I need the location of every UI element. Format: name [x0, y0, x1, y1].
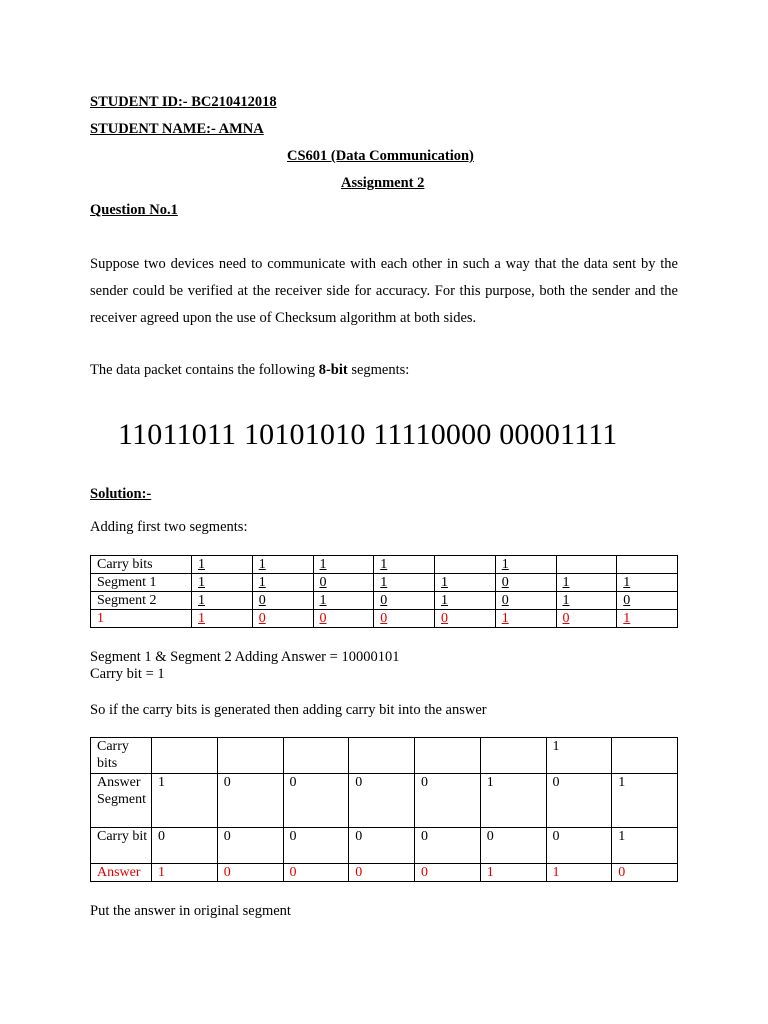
- table-cell: 1: [192, 610, 253, 628]
- table-cell: 1: [612, 774, 678, 828]
- table-cell: 0: [435, 610, 496, 628]
- table-cell: 1: [313, 592, 374, 610]
- row-label: Carry bits: [91, 738, 152, 774]
- row-label: Segment 1: [91, 574, 192, 592]
- table-row: [91, 864, 678, 882]
- table-cell: [556, 556, 617, 574]
- packet-suffix: segments:: [347, 362, 410, 378]
- table-row: [91, 774, 678, 828]
- table-cell: [152, 738, 218, 774]
- segments-display: 11011011 10101010 11110000 00001111: [118, 418, 618, 451]
- table-row: [91, 738, 678, 774]
- table-cell: 1: [617, 574, 678, 592]
- row-label: 1: [91, 610, 192, 628]
- table-cell: 0: [617, 592, 678, 610]
- table-cell: 0: [495, 592, 556, 610]
- table-cell: 0: [349, 774, 415, 828]
- table-cell: 0: [313, 610, 374, 628]
- table-cell: 0: [217, 774, 283, 828]
- table-cell: 0: [415, 828, 481, 864]
- table-cell: 1: [192, 574, 253, 592]
- table-cell: 0: [152, 828, 218, 864]
- table-cell: 0: [252, 610, 313, 628]
- table-cell: 0: [349, 864, 415, 882]
- table-cell: [217, 738, 283, 774]
- table-cell: 1: [192, 592, 253, 610]
- question-heading: Question No.1: [90, 202, 178, 218]
- addition-table-2: [90, 737, 678, 882]
- table-cell: 1: [495, 610, 556, 628]
- table-cell: 0: [546, 828, 612, 864]
- table-cell: 0: [349, 828, 415, 864]
- table-cell: 0: [556, 610, 617, 628]
- table-cell: 0: [415, 864, 481, 882]
- packet-prefix: The data packet contains the following: [90, 362, 319, 378]
- solution-heading: Solution:-: [90, 486, 152, 502]
- table-cell: [612, 738, 678, 774]
- table-cell: 0: [374, 610, 435, 628]
- table-cell: 1: [556, 592, 617, 610]
- addition-table-1: [90, 555, 678, 628]
- table-cell: 1: [495, 556, 556, 574]
- table-cell: 1: [252, 556, 313, 574]
- table-cell: 0: [374, 592, 435, 610]
- table-cell: [415, 738, 481, 774]
- row-label: Carry bits: [91, 556, 192, 574]
- student-id: STUDENT ID:- BC210412018: [90, 94, 277, 110]
- row-label: Segment 2: [91, 592, 192, 610]
- course-title: CS601 (Data Communication): [287, 148, 474, 164]
- table-cell: 0: [217, 828, 283, 864]
- intro-paragraph: Suppose two devices need to communicate with each other in such a way that the data sent by the sender could be verified at the receiver side for accuracy. For this purpose, both the sender and the receiver agreed upon the use of Checksum algorithm at both sides.: [90, 256, 678, 326]
- adding-first-label: Adding first two segments:: [90, 519, 248, 535]
- table-cell: 1: [192, 556, 253, 574]
- table-cell: 1: [252, 574, 313, 592]
- table-cell: 1: [152, 864, 218, 882]
- table-cell: 0: [283, 828, 349, 864]
- table-cell: [435, 556, 496, 574]
- table-cell: 1: [374, 574, 435, 592]
- row-label: Answer: [91, 864, 152, 882]
- table-cell: 1: [435, 592, 496, 610]
- table-cell: 0: [283, 774, 349, 828]
- student-name: STUDENT NAME:- AMNA: [90, 121, 264, 137]
- answer-line: Segment 1 & Segment 2 Adding Answer = 10000101: [90, 649, 400, 665]
- table-cell: 1: [612, 828, 678, 864]
- table-cell: [617, 556, 678, 574]
- table-row: [91, 828, 678, 864]
- table-cell: 0: [415, 774, 481, 828]
- table-cell: [283, 738, 349, 774]
- table-cell: 1: [480, 774, 546, 828]
- table-cell: 0: [217, 864, 283, 882]
- table-cell: 1: [313, 556, 374, 574]
- table-cell: 1: [556, 574, 617, 592]
- table-cell: 0: [480, 828, 546, 864]
- packet-sentence: [90, 362, 409, 379]
- row-label: Answer Segment: [91, 774, 152, 828]
- table-cell: [480, 738, 546, 774]
- table-cell: 0: [252, 592, 313, 610]
- table-cell: 1: [435, 574, 496, 592]
- table-cell: 0: [546, 774, 612, 828]
- table-row: [91, 556, 678, 574]
- carry-line: Carry bit = 1: [90, 666, 165, 682]
- table-cell: 1: [546, 738, 612, 774]
- put-answer-label: Put the answer in original segment: [90, 903, 291, 919]
- table-cell: 1: [152, 774, 218, 828]
- table-cell: 1: [374, 556, 435, 574]
- row-label: Carry bit: [91, 828, 152, 864]
- table-cell: 1: [480, 864, 546, 882]
- table-cell: 1: [617, 610, 678, 628]
- table-cell: [349, 738, 415, 774]
- table-cell: 0: [313, 574, 374, 592]
- table-cell: 0: [495, 574, 556, 592]
- table-cell: 0: [283, 864, 349, 882]
- table-row: [91, 574, 678, 592]
- table-cell: 0: [612, 864, 678, 882]
- packet-bold: 8-bit: [318, 362, 348, 378]
- table-row: [91, 610, 678, 628]
- table-cell: 1: [546, 864, 612, 882]
- table-row: [91, 592, 678, 610]
- assignment-title: Assignment 2: [341, 175, 425, 191]
- carry-explanation: So if the carry bits is generated then adding carry bit into the answer: [90, 702, 487, 718]
